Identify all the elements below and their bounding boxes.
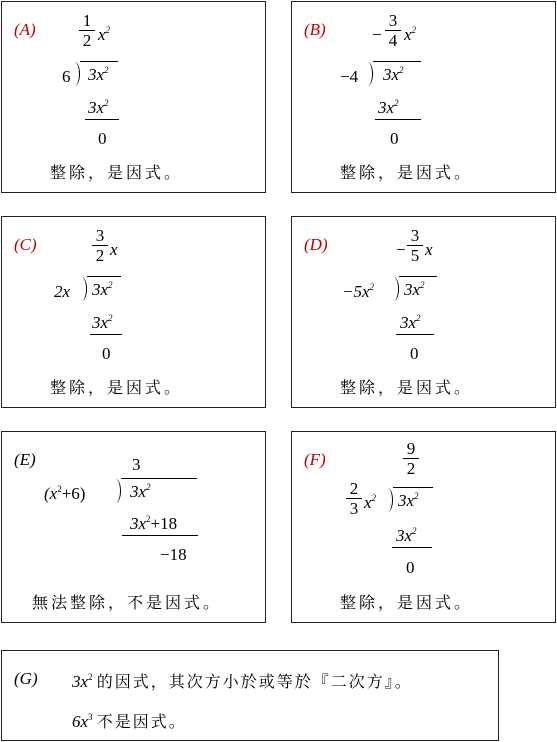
option-a-divisor: 6 (62, 67, 71, 86)
option-f-divisor-var: $x^2$ (364, 493, 377, 512)
option-a-division-bracket (71, 62, 80, 86)
option-f-division-bracket (384, 488, 393, 512)
option-d-division-bar (399, 276, 437, 277)
option-d-caption: 整除，是因式。 (340, 378, 474, 397)
option-c-quotient-var: x (110, 240, 118, 259)
option-c-remainder: 0 (102, 344, 111, 363)
option-b-quotient-sign: − (372, 25, 382, 44)
option-c-caption: 整除，是因式。 (50, 378, 184, 397)
option-e-quotient: 3 (132, 455, 141, 474)
option-a-dividend: $3x^2$ (88, 65, 109, 84)
option-b-quotient-fraction: 3 4 (385, 12, 401, 49)
option-c-quotient-fraction: 3 2 (92, 227, 108, 264)
option-b-quotient-var: $x^2$ (404, 25, 417, 44)
option-d-box (291, 216, 556, 408)
option-c-divisor: 2x (54, 282, 71, 301)
option-g-line-1: $3x^2$ 的因式，其次方小於或等於『二次方』。 (72, 672, 413, 691)
option-a-box (1, 1, 266, 193)
option-f-subtract-line (392, 547, 432, 548)
option-f-quotient-fraction: 9 2 (403, 440, 419, 477)
option-b-box (291, 1, 556, 193)
option-e-dividend: $3x^2$ (130, 482, 151, 501)
option-b-remainder: 0 (390, 129, 399, 148)
option-d-remainder: 0 (410, 344, 419, 363)
option-a-subtract-term: $3x^2$ (88, 98, 109, 117)
option-e-subtract-line (122, 535, 198, 536)
option-f-caption: 整除，是因式。 (340, 593, 474, 612)
option-g-label: (G) (14, 669, 38, 688)
option-b-divisor: −4 (340, 67, 359, 86)
option-d-subtract-line (396, 334, 434, 335)
option-b-caption: 整除，是因式。 (340, 163, 474, 182)
option-c-dividend: $3x^2$ (92, 280, 113, 299)
option-c-subtract-line (90, 334, 122, 335)
option-c-division-bar (87, 276, 121, 277)
option-b-subtract-line (375, 119, 421, 120)
option-a-division-bar (80, 61, 118, 62)
option-g-box (1, 650, 499, 741)
option-a-remainder: 0 (98, 129, 107, 148)
option-b-label: (B) (304, 20, 326, 39)
option-f-dividend: $3x^2$ (398, 491, 419, 510)
option-e-divisor: $(x^2+6)$ (44, 484, 86, 503)
option-f-label: (F) (304, 450, 326, 469)
option-f-box (291, 431, 556, 623)
option-a-quotient-fraction: 1 2 (79, 12, 95, 49)
option-a-caption: 整除，是因式。 (50, 163, 184, 182)
option-d-subtract-term: $3x^2$ (400, 313, 421, 332)
option-e-division-bar (121, 478, 197, 479)
option-e-division-bracket (112, 479, 121, 503)
option-b-subtract-term: $3x^2$ (378, 98, 399, 117)
option-b-division-bracket (364, 62, 373, 86)
option-b-dividend: $3x^2$ (383, 65, 404, 84)
option-e-caption: 無法整除，不是因式。 (32, 593, 223, 612)
option-d-divisor: $-5x^2$ (342, 282, 375, 301)
option-a-subtract-line (85, 119, 119, 120)
option-g-line-2: $6x^3$ 不是因式。 (72, 712, 187, 731)
option-c-label: (C) (14, 235, 37, 254)
option-c-subtract-term: $3x^2$ (92, 313, 113, 332)
option-d-label: (D) (304, 235, 328, 254)
option-e-box (1, 431, 266, 623)
option-c-box (1, 216, 266, 408)
option-a-label: (A) (14, 20, 36, 39)
option-f-divisor-fraction: 2 3 (346, 480, 362, 517)
option-d-quotient-fraction: 3 5 (407, 227, 423, 264)
option-d-dividend: $3x^2$ (404, 280, 425, 299)
option-f-division-bar (393, 487, 433, 488)
option-b-division-bar (373, 61, 421, 62)
option-e-remainder: −18 (160, 545, 187, 564)
option-d-division-bracket (390, 277, 399, 301)
option-f-subtract-term: $3x^2$ (396, 526, 417, 545)
option-d-quotient-var: x (425, 240, 433, 259)
option-e-subtract-term: $3x^2+18$ (130, 514, 178, 533)
option-f-remainder: 0 (406, 558, 415, 577)
option-d-quotient-sign: − (396, 240, 406, 259)
option-a-quotient-var: $x^2$ (98, 25, 111, 44)
option-c-division-bracket (78, 277, 87, 301)
option-e-label: (E) (14, 450, 36, 469)
